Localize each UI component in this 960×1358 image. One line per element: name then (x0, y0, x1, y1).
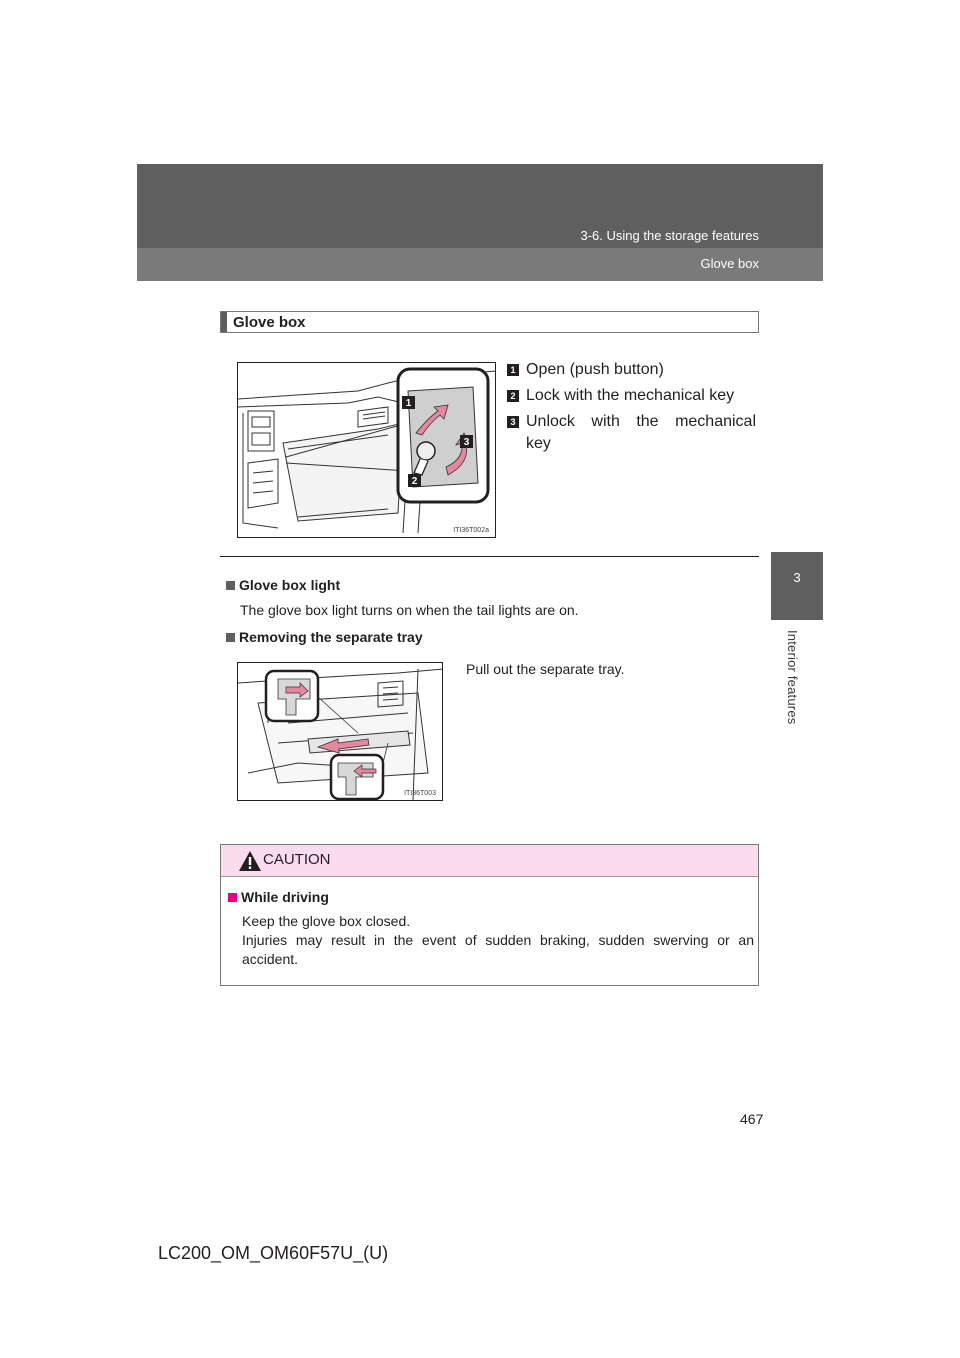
chapter-label: Interior features (785, 630, 800, 725)
callout-3: 3 (463, 437, 470, 448)
step-text-3-cont: key (526, 435, 551, 452)
separate-tray-illustration (237, 662, 443, 801)
header-subsection-title: Glove box (700, 256, 759, 271)
step-text-3: Unlock with the mechanical (526, 413, 756, 430)
figure-code: ITI36T003 (404, 790, 436, 797)
separate-tray-drawing (238, 663, 443, 801)
glove-box-illustration (237, 362, 496, 538)
heading-bar (221, 312, 227, 332)
step-number-3: 3 (507, 416, 519, 428)
step-text-2: Lock with the mechanical key (526, 387, 735, 404)
note-text-light: The glove box light turns on when the tail lights are on. (240, 602, 579, 618)
step-number-1: 1 (507, 364, 519, 376)
caution-header (221, 845, 758, 877)
note-heading-tray (226, 629, 423, 645)
note-text-tray: Pull out the separate tray. (466, 661, 625, 677)
note-heading-light (226, 577, 340, 593)
callout-1: 1 (405, 398, 412, 409)
bullet-square-icon (226, 633, 235, 642)
step-number-2: 2 (507, 390, 519, 402)
section-divider (220, 556, 759, 557)
note-heading-light-text: Glove box light (239, 577, 341, 593)
note-heading-tray-text: Removing the separate tray (239, 629, 423, 645)
caution-line: Keep the glove box closed. (242, 913, 411, 929)
figure-code: ITI36T002a (453, 527, 489, 534)
caution-line: accident. (242, 951, 299, 967)
header-section-title: 3-6. Using the storage features (580, 228, 759, 243)
caution-subheading-text: While driving (241, 889, 329, 905)
caution-title: CAUTION (263, 851, 331, 868)
document-code: LC200_OM_OM60F57U_(U) (158, 1243, 389, 1263)
page-number: 467 (740, 1111, 764, 1127)
chapter-tab (771, 552, 823, 620)
callout-2: 2 (411, 476, 418, 487)
glove-box-drawing (238, 363, 496, 538)
caution-line: Injuries may result in the event of sudden braking, sudden swerving or an (242, 932, 754, 948)
page-header (137, 164, 823, 281)
step-text-1: Open (push button) (526, 361, 664, 378)
bullet-square-icon (226, 581, 235, 590)
caution-box (220, 844, 759, 986)
caution-subheading (228, 889, 329, 905)
warning-triangle-icon (238, 850, 262, 872)
section-heading (220, 311, 759, 333)
chapter-number: 3 (793, 570, 801, 585)
section-heading-text: Glove box (233, 314, 306, 331)
bullet-square-icon (228, 893, 237, 902)
